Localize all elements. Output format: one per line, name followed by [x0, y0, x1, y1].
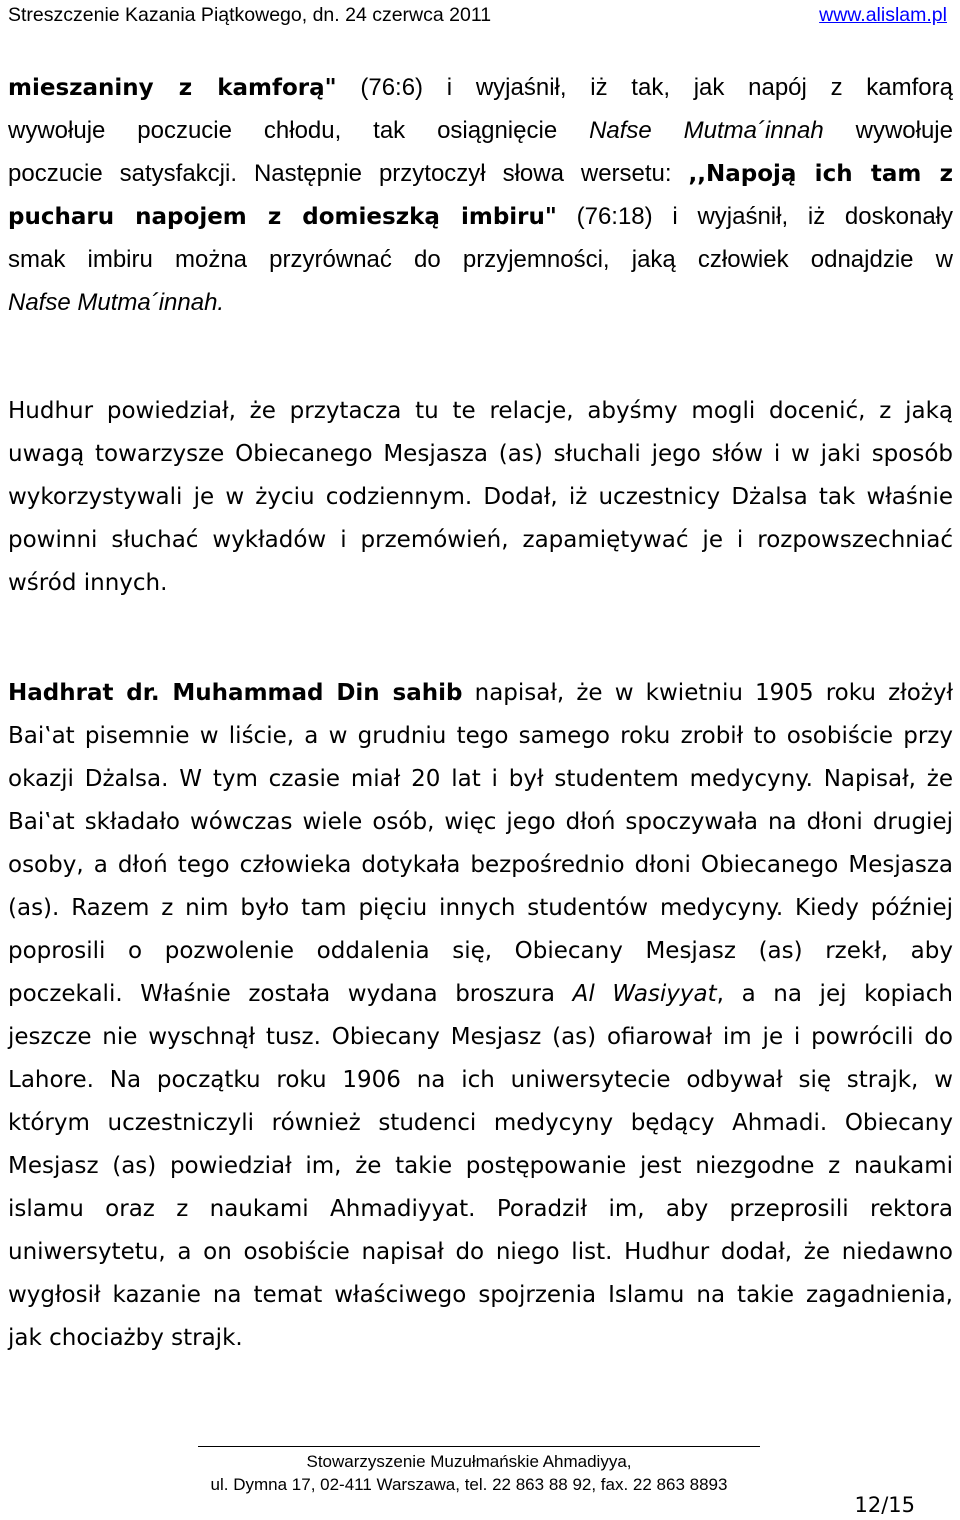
text-line — [8, 195, 953, 238]
text-run: islamu oraz z naukami Ahmadiyyat. Poradził im, aby przeprosili rektora — [8, 1196, 953, 1222]
italic-text: Nafse Mutma´innah. — [8, 289, 225, 316]
text-run: (76:6) i wyjaśnił, iż tak, jak napój z kamforą — [336, 74, 953, 101]
text-line — [8, 562, 953, 605]
text-line — [8, 152, 953, 195]
text-line — [8, 476, 953, 519]
text-line — [8, 281, 953, 324]
text-line — [8, 844, 953, 887]
text-run: smak imbiru można przyrównać do przyjemności, jaką człowiek odnajdzie w — [8, 246, 953, 273]
bold-text: ,,Napoją ich tam z — [688, 161, 953, 187]
footer-address: ul. Dymna 17, 02-411 Warszawa, tel. 22 863 88 92, fax. 22 863 8893 — [210, 1475, 728, 1494]
text-run: Hudhur powiedział, że przytacza tu te relacje, abyśmy mogli docenić, z jaką — [8, 398, 953, 424]
text-line — [8, 801, 953, 844]
italic-text: Al Wasiyyat — [572, 981, 717, 1007]
text-line — [8, 238, 953, 281]
text-run: wywołuje poczucie chłodu, tak osiągnięcie — [8, 117, 590, 144]
text-line — [8, 758, 953, 801]
text-line — [8, 1274, 953, 1317]
text-run: wygłosił kazanie na temat właściwego spojrzenia Islamu na takie zagadnienia, — [8, 1282, 953, 1308]
page-header — [8, 2, 947, 30]
text-run: Mesjasz (as) powiedział im, że takie postępowanie jest niezgodne z naukami — [8, 1153, 953, 1179]
text-line — [8, 390, 953, 433]
text-line — [8, 1016, 953, 1059]
text-run: uniwersytetu, a on osobiście napisał do niego list. Hudhur dodał, że niedawno — [8, 1239, 953, 1265]
document-title: Streszczenie Kazania Piątkowego, dn. 24 czerwca 2011 — [8, 4, 492, 26]
footer-divider — [198, 1446, 760, 1447]
text-line — [8, 66, 953, 109]
text-run: Bai‛at pisemnie w liście, a w grudniu tego samego roku zrobił to osobiście przy — [8, 723, 953, 749]
paragraph — [8, 672, 953, 1360]
text-run: , a na jej kopiach — [716, 981, 953, 1007]
text-line — [8, 1317, 953, 1360]
site-link[interactable]: www.alislam.pl — [819, 4, 947, 26]
paragraph — [8, 66, 953, 324]
text-run: poczucie satysfakcji. Następnie przytoczył słowa wersetu: — [8, 160, 689, 187]
italic-text: Nafse Mutma´innah — [589, 117, 824, 144]
text-line — [8, 672, 953, 715]
text-run: napisał, że w kwietniu 1905 roku złożył — [462, 680, 953, 706]
bold-text: mieszaniny z kamforą" — [8, 75, 337, 101]
text-line — [8, 1188, 953, 1231]
text-run: poczekali. Właśnie została wydana broszura — [8, 981, 573, 1007]
text-run: poprosili o pozwolenie oddalenia się, Obiecany Mesjasz (as) rzekł, aby — [8, 938, 953, 964]
text-line — [8, 973, 953, 1016]
text-run: Lahore. Na początku roku 1906 na ich uniwersytecie odbywał się strajk, w — [8, 1067, 953, 1093]
text-run: wśród innych. — [8, 570, 168, 596]
text-run: okazji Dżalsa. W tym czasie miał 20 lat i był studentem medycyny. Napisał, że — [8, 766, 953, 792]
text-run: osoby, a dłoń tego człowieka dotykała bezpośrednio dłoni Obiecanego Mesjasza — [8, 852, 953, 878]
bold-text: Hadhrat dr. Muhammad Din sahib — [8, 680, 463, 706]
bold-text: pucharu napojem z domieszką imbiru" — [8, 204, 557, 230]
text-run: wywołuje — [823, 117, 953, 144]
text-run: (76:18) i wyjaśnił, iż doskonały — [556, 203, 953, 230]
text-run: powinni słuchać wykładów i przemówień, zapamiętywać je i rozpowszechniać — [8, 527, 953, 553]
paragraph — [8, 390, 953, 605]
page-number: 12/15 — [854, 1493, 915, 1517]
text-line — [8, 715, 953, 758]
text-line — [8, 109, 953, 152]
text-line — [8, 1102, 953, 1145]
text-run: wykorzystywali je w życiu codziennym. Dodał, iż uczestnicy Dżalsa tak właśnie — [8, 484, 953, 510]
text-run: Bai‛at składało wówczas wiele osób, więc jego dłoń spoczywała na dłoni drugiej — [8, 809, 953, 835]
text-line — [8, 433, 953, 476]
footer-organization: Stowarzyszenie Muzułmańskie Ahmadiyya, — [306, 1452, 632, 1471]
text-run: (as). Razem z nim było tam pięciu innych studentów medycyny. Kiedy później — [8, 895, 953, 921]
text-run: którym uczestniczyli również studenci medycyny będący Ahmadi. Obiecany — [8, 1110, 953, 1136]
text-line — [8, 1059, 953, 1102]
text-line — [8, 1231, 953, 1274]
text-run: uwagą towarzysze Obiecanego Mesjasza (as) słuchali jego słów i w jaki sposób — [8, 441, 953, 467]
text-line — [8, 887, 953, 930]
text-line — [8, 930, 953, 973]
text-line — [8, 519, 953, 562]
text-run: jak chociażby strajk. — [8, 1325, 243, 1351]
text-line — [8, 1145, 953, 1188]
text-run: jeszcze nie wyschnął tusz. Obiecany Mesjasz (as) ofiarował im je i powrócili do — [8, 1024, 953, 1050]
